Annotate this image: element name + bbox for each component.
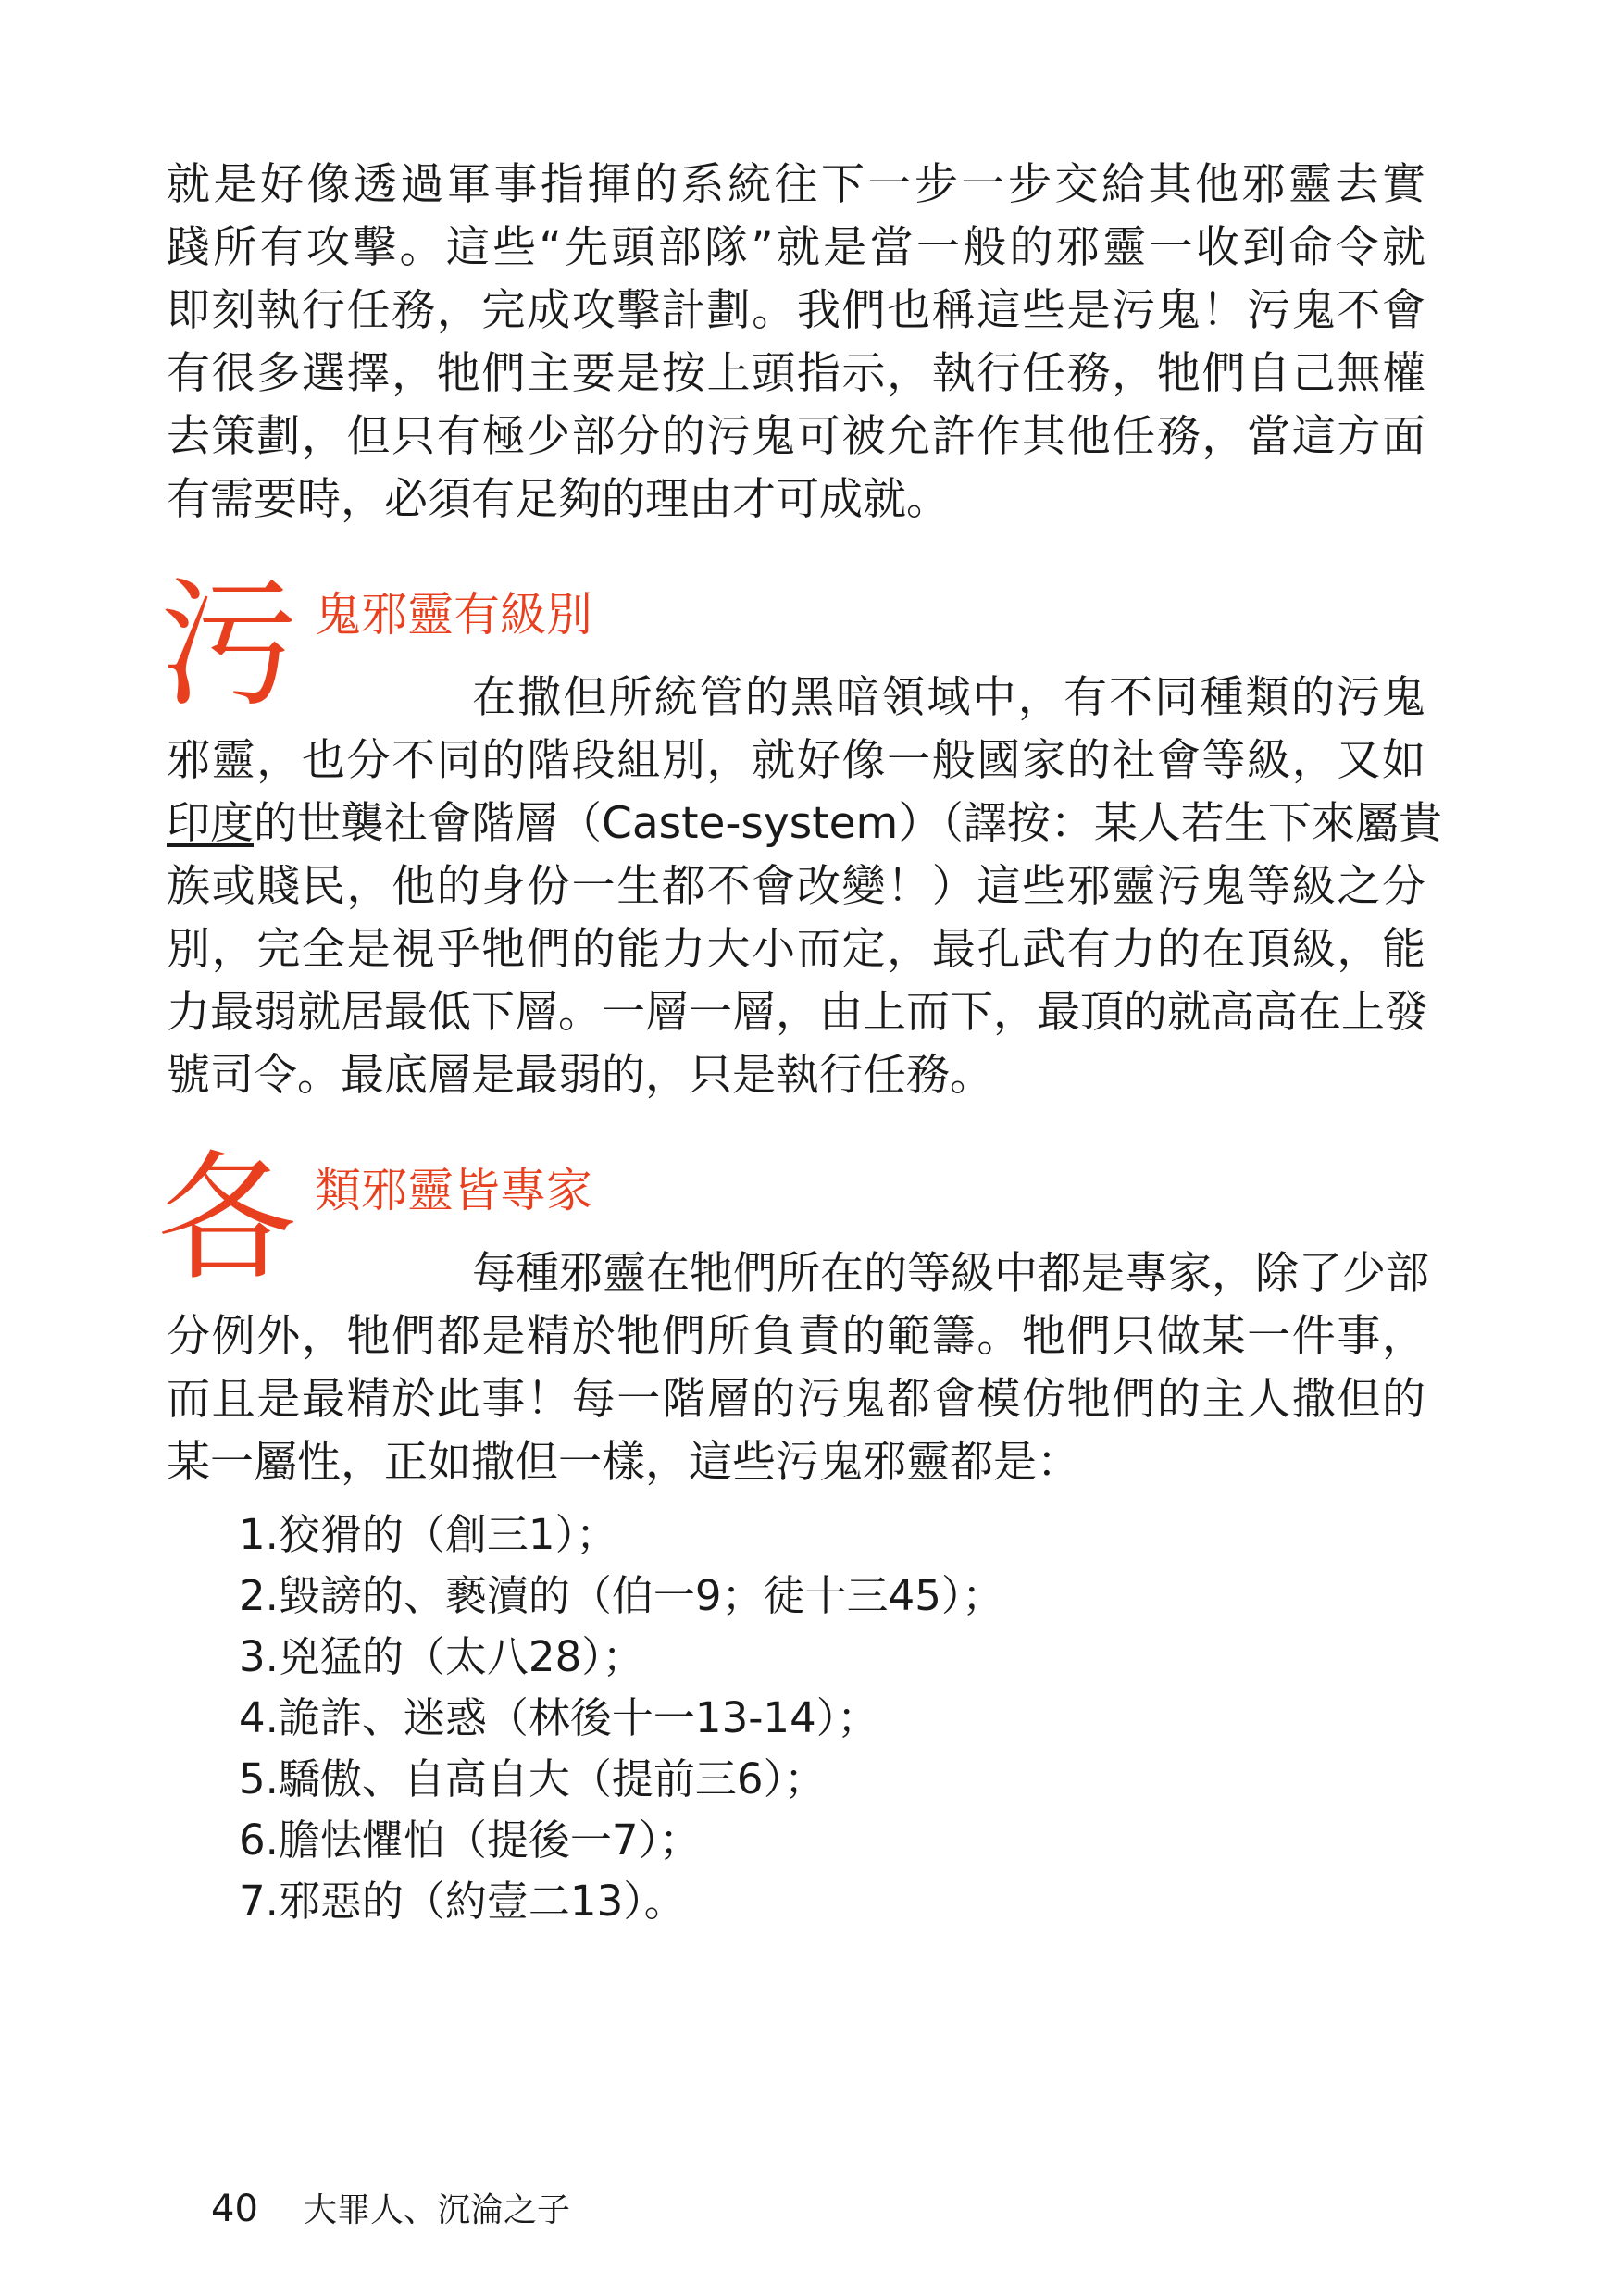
intro-line: 踐所有攻擊。這些“先頭部隊”就是當一般的邪靈一收到命令就 [167,222,1425,273]
section2-line: 分例外，牠們都是精於牠們所負責的範籌。牠們只做某一件事， [167,1311,1425,1362]
section1-line: 別，完全是視乎牠們的能力大小而定，最孔武有力的在頂級，能 [167,924,1425,975]
section1-paragraph [167,667,1442,1107]
list-item: 4.詭詐、迷惑（林後十一13-14）； [239,1693,879,1742]
section1-drop-cap: 污 [159,565,299,726]
intro-line: 即刻執行任務，完成攻擊計劃。我們也稱這些是污鬼！污鬼不會 [167,285,1425,336]
section2-heading: 類邪靈皆專家 [315,1164,592,1217]
section1-line: 族或賤民，他的身份一生都不會改變！）這些邪靈污鬼等級之分 [167,861,1425,912]
intro-paragraph [167,154,1425,531]
list-item: 1.狡猾的（創三1）； [239,1510,618,1559]
section2-drop-cap: 各 [157,1139,297,1300]
section2-line: 某一屬性，正如撒但一樣，這些污鬼邪靈都是： [167,1437,1080,1488]
section2-line: 每種邪靈在牠們所在的等級中都是專家，除了少部 [472,1248,1429,1299]
section2-paragraph [167,1242,1429,1494]
underlined-word-india: 印度 [167,798,254,849]
list-item: 3.兇猛的（太八28）； [239,1632,644,1681]
page-number: 40 [211,2188,258,2230]
intro-line: 有很多選擇，牠們主要是按上頭指示，執行任務，牠們自己無權 [167,348,1425,399]
section1-line: 號司令。最底層是最弱的，只是執行任務。 [167,1050,993,1101]
attributes-list [239,1504,1003,1932]
list-item: 5.驕傲、自高自大（提前三6）； [239,1754,827,1803]
section2-line: 而且是最精於此事！每一階層的污鬼都會模仿牠們的主人撒但的 [167,1374,1425,1425]
intro-line: 就是好像透過軍事指揮的系統往下一步一步交給其他邪靈去實 [167,159,1425,210]
section1-heading: 鬼邪靈有級別 [315,588,592,642]
section1-line: 力最弱就居最低下層。一層一層，由上而下，最頂的就高高在上發 [167,987,1428,1038]
section1-line: 在撒但所統管的黑暗領域中，有不同種類的污鬼 [472,672,1425,723]
list-item: 6.膽怯懼怕（提後一7）； [239,1816,702,1865]
section1-line [167,792,1442,855]
running-footer-title: 大罪人、沉淪之子 [304,2191,571,2229]
list-item: 7.邪惡的（約壹二13）。 [239,1877,686,1926]
section1-line-rest: 的世襲社會階層（Caste-system）（譯按：某人若生下來屬貴 [254,798,1442,849]
section1-line: 邪靈，也分不同的階段組別，就好像一般國家的社會等級，又如 [167,735,1425,786]
intro-line: 有需要時，必須有足夠的理由才可成就。 [167,474,950,525]
intro-line: 去策劃，但只有極少部分的污鬼可被允許作其他任務，當這方面 [167,411,1425,462]
list-item: 2.毀謗的、褻瀆的（伯一9；徒十三45）； [239,1571,1004,1620]
